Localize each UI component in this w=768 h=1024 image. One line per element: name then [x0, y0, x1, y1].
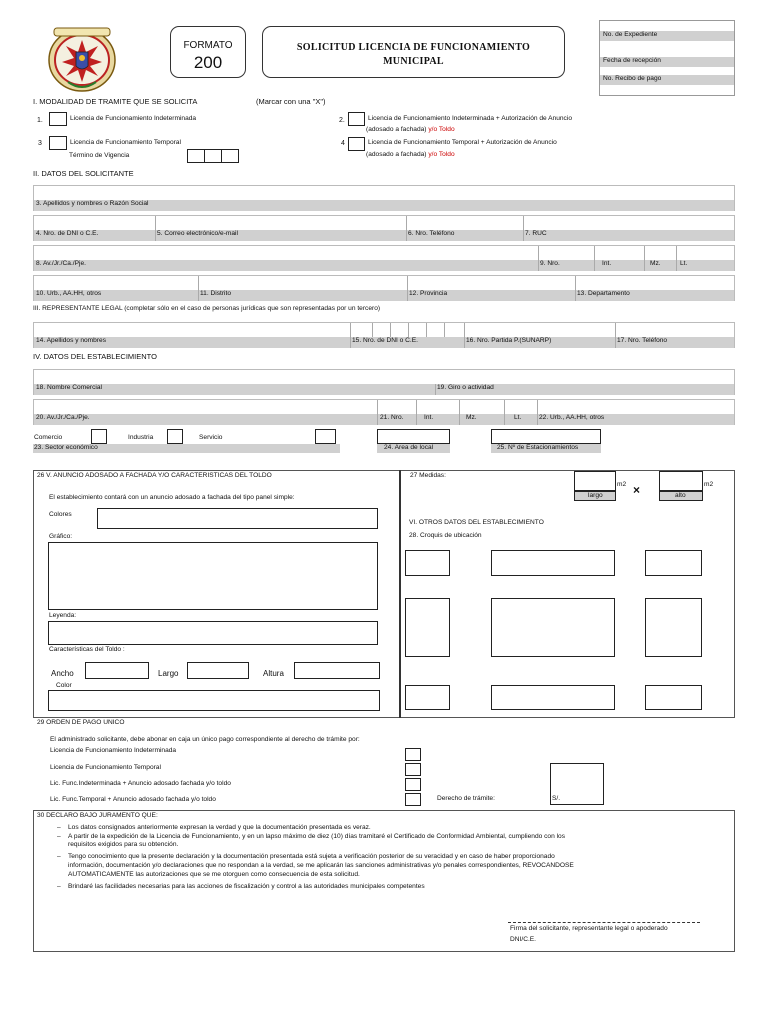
opt2-label: Licencia de Funcionamiento Indeterminada + Autorización de Anuncio — [368, 115, 572, 122]
croquis-block-9[interactable] — [645, 685, 702, 710]
label-area: 24. Area de local — [384, 444, 434, 451]
row-representante — [33, 322, 735, 348]
field-email[interactable]: 5. Correo electrónico/e-mail — [157, 230, 238, 237]
bullet-3-dash: – — [57, 853, 61, 860]
opt2-checkbox[interactable] — [348, 112, 365, 126]
section5-intro: El establecimiento contará con un anuncio adosado a fachada del tipo panel simple: — [49, 494, 295, 501]
bullet-3-line1: Tengo conocimiento que la presente declaración y la documentación presentada está sujeta a verificación posterior de su veracidad y en caso de haber proporcionado — [68, 853, 555, 860]
section29-intro: El administrado solicitante, debe abonar en caja un único pago correspondiente al derecho de trámite por: — [50, 736, 360, 743]
opt4-checkbox[interactable] — [348, 137, 365, 151]
label-derecho: Derecho de trámite: — [437, 795, 495, 802]
field-lt[interactable]: Lt. — [680, 260, 688, 267]
estacionamientos-input[interactable] — [491, 429, 601, 444]
field-local-nro[interactable]: 21. Nro. — [380, 414, 404, 421]
field-nombre-comercial[interactable]: 18. Nombre Comercial — [36, 384, 102, 391]
label-m2-a: m2 — [617, 481, 627, 488]
signature-label: Firma del solicitante, representante legal o apoderado — [510, 925, 668, 932]
opt3-checkbox[interactable] — [49, 136, 67, 150]
altura-input[interactable] — [294, 662, 380, 679]
croquis-block-1[interactable] — [405, 550, 450, 576]
label-m2-b: m2 — [704, 481, 714, 488]
field-departamento[interactable]: 13. Departamento — [577, 290, 630, 297]
grafico-area[interactable] — [48, 542, 378, 610]
industria-checkbox[interactable] — [167, 429, 183, 444]
section1-title: I. MODALIDAD DE TRAMITE QUE SE SOLICITA — [33, 97, 198, 106]
label-medidas: 27 Medidas: — [410, 472, 446, 479]
croquis-block-8[interactable] — [491, 685, 615, 710]
label-sector: 23. Sector económico — [34, 444, 98, 451]
bullet-3-line3: AUTOMATICAMENTE las autorizaciones que se me otorguen como consecuencia de esta solicitud. — [68, 871, 360, 878]
label-industria: Industria — [128, 434, 154, 441]
pago-checkbox-3[interactable] — [405, 778, 421, 791]
field-razon-social[interactable]: 3. Apellidos y nombres o Razón Social — [33, 185, 735, 211]
times-icon: × — [633, 483, 641, 497]
office-field-recibo[interactable]: No. Recibo de pago — [600, 73, 734, 95]
opt3-vigencia: Término de Vigencia — [69, 152, 130, 159]
croquis-block-5[interactable] — [491, 598, 615, 657]
field-ruc[interactable]: 7. RUC — [525, 230, 547, 237]
row-direccion-local — [33, 399, 735, 425]
row-establecimiento — [33, 369, 735, 395]
field-local-urb[interactable]: 22. Urb., AA.HH, otros — [539, 414, 605, 421]
comercio-checkbox[interactable] — [91, 429, 107, 444]
opt1-number: 1. — [37, 117, 43, 124]
bullet-1-dash: – — [57, 824, 61, 831]
section2-title: II. DATOS DEL SOLICITANTE — [33, 169, 134, 178]
section30-title: 30 DECLARO BAJO JURAMENTO QUE: — [37, 812, 158, 819]
label-largo: Largo — [158, 669, 179, 678]
bullet-3-line2: información, documentación y/o declaraciones que no respondan a la verdad, se me aplicarán las sanciones administrativas y/o penales correspondientes, REVOCANDOSE — [68, 862, 574, 869]
dni-label: DNI/C.E. — [510, 936, 537, 943]
opt1-checkbox[interactable] — [49, 112, 67, 126]
field-avenida[interactable]: 8. Av./Jr./Ca./Pje. — [36, 260, 86, 267]
section29-title: 29 ORDEN DE PAGO UNICO — [37, 719, 125, 726]
opt2-sub: (adosado a fachada) y/o Toldo — [366, 126, 455, 133]
medida-alto-input[interactable] — [659, 471, 703, 491]
field-nro[interactable]: 9. Nro. — [540, 260, 560, 267]
label-color: Color — [56, 682, 72, 689]
ancho-input[interactable] — [85, 662, 149, 679]
color-input[interactable] — [48, 690, 380, 711]
opt4-label: Licencia de Funcionamiento Temporal + Autorización de Anuncio — [368, 139, 557, 146]
formato-number: 200 — [193, 53, 223, 72]
title-line2: MUNICIPAL — [383, 56, 444, 67]
opt3-number: 3 — [38, 140, 42, 147]
vigencia-box-2[interactable] — [204, 149, 222, 163]
field-rep-partida[interactable]: 16. Nro. Partida P.(SUNARP) — [466, 337, 552, 344]
formato-box — [170, 26, 246, 78]
section3-title: III. REPRESENTANTE LEGAL (completar sólo en el caso de personas jurídicas que son representadas por un tercero) — [33, 305, 381, 312]
medida-largo-input[interactable] — [574, 471, 616, 491]
row-dni-contact — [33, 215, 735, 241]
label-leyenda: Leyenda: — [49, 612, 77, 619]
label-alto-m: alto — [675, 492, 686, 499]
section5-title: 26 V. ANUNCIO ADOSADO A FACHADA Y/O CARACTERISTICAS DEL TOLDO — [37, 472, 272, 479]
field-local-avenida[interactable]: 20. Av./Jr./Ca./Pje. — [36, 414, 90, 421]
row-direccion — [33, 245, 735, 271]
pago-item-2: Licencia de Funcionamiento Temporal — [50, 764, 161, 771]
opt4-sub: (adosado a fachada) y/o Toldo — [366, 151, 455, 158]
colores-input[interactable] — [97, 508, 378, 529]
bullet-4-dash: – — [57, 883, 61, 890]
field-mz[interactable]: Mz. — [650, 260, 661, 267]
largo-input[interactable] — [187, 662, 249, 679]
office-use-box — [599, 20, 735, 96]
field-local-mz[interactable]: Mz. — [466, 414, 477, 421]
bullet-1: Los datos consignados anteriormente expresan la verdad y que la documentación presentada es veraz. — [68, 824, 371, 831]
croquis-block-3[interactable] — [645, 550, 702, 576]
label-ancho: Ancho — [51, 669, 74, 678]
title-box — [262, 26, 565, 78]
field-provincia[interactable]: 12. Provincia — [409, 290, 448, 297]
label-caracteristicas: Características del Toldo : — [49, 646, 125, 653]
label-largo-m: largo — [588, 492, 603, 499]
label-colores: Colores — [49, 511, 72, 518]
opt4-number: 4 — [341, 140, 345, 147]
bullet-2-line2: requisitos exigidos para su obtención. — [68, 841, 179, 848]
bullet-4: Brindaré las facilidades necesarias para las acciones de fiscalización y control a las autoridades municipales competentes — [68, 883, 425, 890]
leyenda-input[interactable] — [48, 621, 378, 645]
pago-checkbox-2[interactable] — [405, 763, 421, 776]
opt2-number: 2. — [339, 117, 345, 124]
pago-item-3: Lic. Func.Indeterminada + Anuncio adosado fachada y/o toldo — [50, 780, 231, 787]
area-local-input[interactable] — [377, 429, 450, 444]
field-telefono[interactable]: 6. Nro. Teléfono — [408, 230, 455, 237]
formato-label: FORMATO — [183, 40, 233, 51]
label-estacionamientos: 25. Nº de Estacionamientos — [497, 444, 579, 451]
section4-title: IV. DATOS DEL ESTABLECIMIENTO — [33, 352, 157, 361]
croquis-block-2[interactable] — [491, 550, 615, 576]
field-local-int[interactable]: Int. — [424, 414, 434, 421]
croquis-block-6[interactable] — [645, 598, 702, 657]
field-int[interactable]: Int. — [602, 260, 612, 267]
pago-checkbox-4[interactable] — [405, 793, 421, 806]
field-urb[interactable]: 10. Urb., AA.HH, otros — [36, 290, 102, 297]
vigencia-box-1[interactable] — [187, 149, 205, 163]
municipal-seal — [46, 22, 118, 94]
office-field-fecha[interactable]: Fecha de recepción — [600, 47, 734, 71]
vigencia-box-3[interactable] — [221, 149, 239, 163]
seal-icon — [46, 22, 118, 94]
section1-note: (Marcar con una "X") — [256, 97, 326, 106]
field-distrito[interactable]: 11. Distrito — [200, 290, 232, 297]
pago-checkbox-1[interactable] — [405, 748, 421, 761]
servicio-checkbox[interactable] — [315, 429, 336, 444]
opt3-label: Licencia de Funcionamiento Temporal — [70, 139, 181, 146]
bullet-2-line1: A partir de la expedición de la Licencia de Funcionamiento, y en un lapso máximo de diez (10) días tramitaré el Certificado de Conformidad Ambiental, cumpliendo con los — [68, 833, 565, 840]
croquis-block-7[interactable] — [405, 685, 450, 710]
office-field-expediente[interactable]: No. de Expediente — [600, 21, 734, 45]
field-local-lt[interactable]: Lt. — [514, 414, 522, 421]
currency-label: S/. — [552, 795, 561, 802]
section6-title: VI. OTROS DATOS DEL ESTABLECIMIENTO — [409, 519, 544, 526]
bullet-2-dash: – — [57, 833, 61, 840]
croquis-block-4[interactable] — [405, 598, 450, 657]
label-grafico: Gráfico: — [49, 533, 73, 540]
pago-item-4: Lic. Func.Temporal + Anuncio adosado fachada y/o toldo — [50, 796, 216, 803]
pago-item-1: Licencia de Funcionamiento Indeterminada — [50, 747, 177, 754]
row-ubicacion — [33, 275, 735, 301]
opt1-label: Licencia de Funcionamiento Indeterminada — [70, 115, 197, 122]
label-altura: Altura — [263, 669, 284, 678]
field-rep-nombre[interactable]: 14. Apellidos y nombres — [36, 337, 107, 344]
field-dni[interactable]: 4. Nro. de DNI o C.E. — [36, 230, 99, 237]
label-servicio: Servicio — [199, 434, 223, 441]
label-croquis: 28. Croquis de ubicación — [409, 532, 482, 539]
field-giro[interactable]: 19. Giro o actividad — [437, 384, 494, 391]
title-line1: SOLICITUD LICENCIA DE FUNCIONAMIENTO — [296, 42, 531, 53]
label-comercio: Comercio — [34, 434, 63, 441]
field-rep-telefono[interactable]: 17. Nro. Teléfono — [617, 337, 668, 344]
signature-line[interactable] — [508, 922, 700, 923]
field-rep-dni[interactable]: 15. Nro. de DNI o C.E. — [352, 337, 418, 344]
